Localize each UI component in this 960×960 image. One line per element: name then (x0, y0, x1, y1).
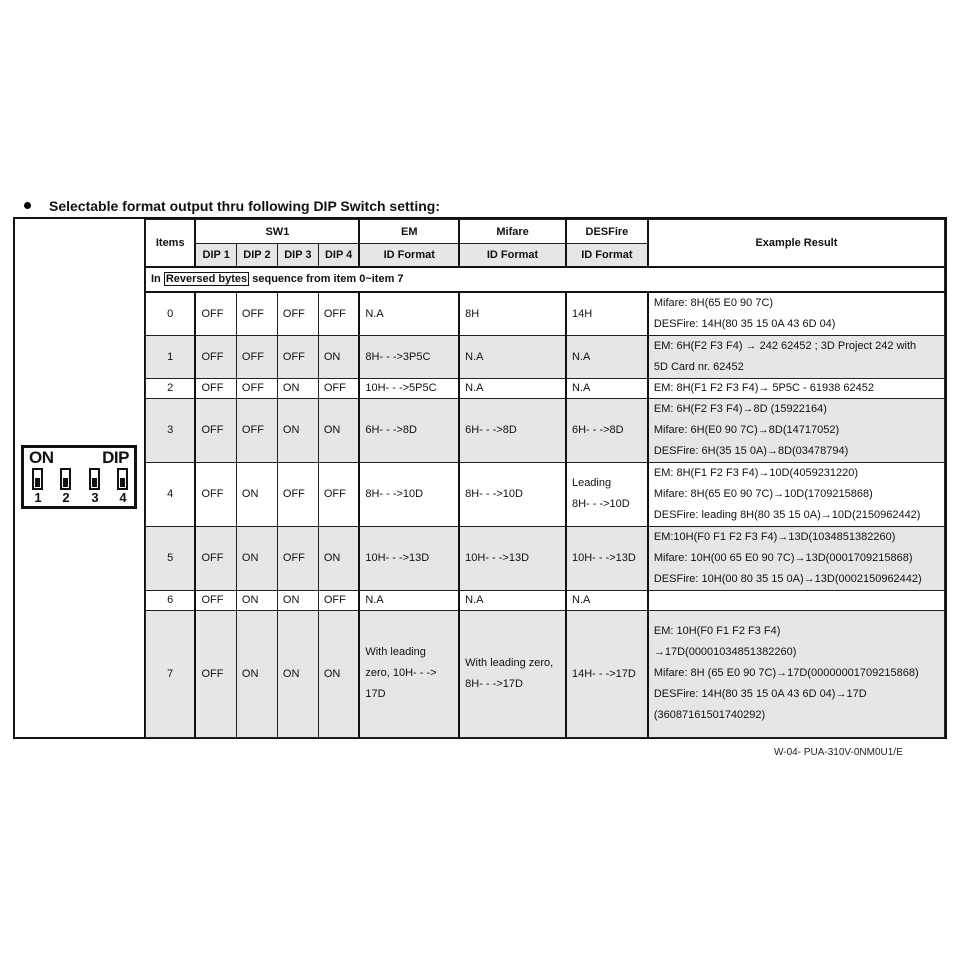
dip-switch-table (13, 217, 947, 739)
dip-cell: OFF (277, 335, 318, 378)
dip-cell: ON (277, 590, 318, 610)
item-cell: 5 (146, 526, 196, 590)
dip-label: DIP (102, 448, 129, 467)
dip-number-1: 1 (34, 490, 42, 505)
mifare-cell: N.A (459, 335, 566, 378)
em-cell: 6H- - ->8D (359, 398, 459, 462)
em-line: zero, 10H- - -> (365, 667, 437, 679)
em-cell: 10H- - ->13D (359, 526, 459, 590)
dip-cell: OFF (277, 462, 318, 526)
example-line: Mifare: 8H (65 E0 90 7C)→17D(00000001709215868) (653, 667, 919, 679)
dip-cell: OFF (236, 335, 277, 378)
dip-cell: ON (236, 462, 277, 526)
dip-number-2: 2 (62, 490, 70, 505)
dip-cell: OFF (236, 398, 277, 462)
mifare-line: With leading zero, (465, 656, 554, 669)
desfire-id-format: ID Format (566, 244, 648, 267)
dip-cell: OFF (195, 335, 236, 378)
mifare-id-format: ID Format (459, 244, 566, 267)
example-cell (648, 610, 945, 737)
dip-cell: ON (236, 590, 277, 610)
em-cell: 8H- - ->3P5C (359, 335, 459, 378)
desfire-line: 8H- - ->10D (571, 498, 630, 510)
example-line: DESFire: 6H(35 15 0A)→8D(03478794) (653, 444, 849, 457)
desfire-cell: 14H- - ->17D (566, 610, 648, 737)
desfire-cell (566, 462, 648, 526)
item-cell: 4 (146, 462, 196, 526)
dip-switch-icon (21, 445, 137, 509)
example-cell (648, 462, 945, 526)
example-line: (36087161501740292) (653, 709, 766, 721)
dip-cell: OFF (195, 398, 236, 462)
mifare-cell: N.A (459, 378, 566, 398)
dip-number-4: 4 (119, 490, 127, 505)
mifare-cell: 8H (459, 292, 566, 336)
mifare-cell: 8H- - ->10D (459, 462, 566, 526)
dip-cell: OFF (318, 292, 359, 336)
desfire-cell: 6H- - ->8D (566, 398, 648, 462)
example-cell (648, 590, 945, 610)
example-line: EM: 8H(F1 F2 F3 F4)→ 5P5C - 61938 62452 (653, 382, 874, 394)
example-line: Mifare: 10H(00 65 E0 90 7C)→13D(0001709215868) (653, 551, 913, 564)
em-line: With leading (365, 646, 426, 658)
note-cell (146, 267, 945, 292)
em-header: EM (359, 220, 459, 244)
dip-cell: ON (236, 526, 277, 590)
table-row (146, 398, 945, 462)
example-line: EM: 6H(F2 F3 F4) → 242 62452 ; 3D Project 242 with (653, 339, 917, 352)
dip-cell: ON (277, 610, 318, 737)
example-cell (648, 526, 945, 590)
desfire-cell: 14H (566, 292, 648, 336)
item-cell: 6 (146, 590, 196, 610)
dip-number-3: 3 (91, 490, 99, 505)
table-row (146, 292, 945, 336)
dip-cell: ON (236, 610, 277, 737)
dip4-header: DIP 4 (318, 244, 359, 267)
item-cell: 3 (146, 398, 196, 462)
em-cell (359, 610, 459, 737)
items-header: Items (146, 220, 196, 267)
example-line: DESFire: 10H(00 80 35 15 0A)→13D(0002150962442) (653, 572, 922, 585)
mifare-line: 8H- - ->17D (465, 677, 523, 690)
example-cell (648, 378, 945, 398)
example-line: Mifare: 8H(65 E0 90 7C) (653, 296, 774, 309)
dip-switch-2 (60, 468, 71, 490)
table-row (146, 610, 945, 737)
desfire-line: Leading (571, 477, 612, 489)
note-prefix: In (151, 273, 161, 285)
mifare-cell: N.A (459, 590, 566, 610)
format-table (145, 219, 945, 738)
dip-cell: ON (318, 526, 359, 590)
desfire-cell: N.A (566, 378, 648, 398)
dip3-header: DIP 3 (277, 244, 318, 267)
example-line: 5D Card nr. 62452 (653, 360, 744, 373)
item-cell: 7 (146, 610, 196, 737)
table-row (146, 462, 945, 526)
dip-cell: OFF (277, 526, 318, 590)
dip-cell: ON (277, 398, 318, 462)
dip-switch-4 (117, 468, 128, 490)
table-row (146, 335, 945, 378)
dip-cell: OFF (318, 378, 359, 398)
example-line: DESFire: 14H(80 35 15 0A 43 6D 04)→17D (653, 688, 867, 700)
dip-graphic-column (15, 219, 146, 737)
em-cell: N.A (359, 292, 459, 336)
dip-cell: OFF (195, 292, 236, 336)
header-row-1 (146, 220, 945, 244)
document-code: W-04- PUA-310V-0NM0U1/E (774, 747, 903, 758)
dip-on-label: ON (29, 448, 54, 467)
bullet-icon (24, 202, 31, 209)
em-line: 17D (365, 688, 386, 700)
table-row (146, 526, 945, 590)
em-cell: N.A (359, 590, 459, 610)
example-cell (648, 398, 945, 462)
dip-switch-1 (32, 468, 43, 490)
dip1-header: DIP 1 (195, 244, 236, 267)
mifare-cell (459, 610, 566, 737)
desfire-cell: N.A (566, 590, 648, 610)
example-header: Example Result (648, 220, 945, 267)
em-cell: 10H- - ->5P5C (359, 378, 459, 398)
dip-cell: OFF (236, 292, 277, 336)
table-row (146, 378, 945, 398)
dip-cell: OFF (236, 378, 277, 398)
dip-cell: OFF (318, 462, 359, 526)
item-cell: 2 (146, 378, 196, 398)
mifare-cell: 6H- - ->8D (459, 398, 566, 462)
desfire-header: DESFire (566, 220, 648, 244)
section-heading (24, 198, 440, 214)
example-line: EM: 6H(F2 F3 F4)→8D (15922164) (653, 402, 827, 415)
example-line: →17D(00001034851382260) (653, 646, 797, 658)
desfire-cell: 10H- - ->13D (566, 526, 648, 590)
example-cell (648, 292, 945, 336)
dip-cell: OFF (195, 610, 236, 737)
item-cell: 1 (146, 335, 196, 378)
example-cell (648, 335, 945, 378)
em-id-format: ID Format (359, 244, 459, 267)
example-line: Mifare: 8H(65 E0 90 7C)→10D(1709215868) (653, 487, 873, 500)
dip-cell: ON (318, 610, 359, 737)
dip2-header: DIP 2 (236, 244, 277, 267)
dip-cell: OFF (318, 590, 359, 610)
heading-text: Selectable format output thru following DIP Switch setting: (49, 198, 440, 214)
dip-cell: OFF (195, 462, 236, 526)
item-cell: 0 (146, 292, 196, 336)
mifare-header: Mifare (459, 220, 566, 244)
dip-cell: OFF (195, 590, 236, 610)
example-line: DESFire: leading 8H(80 35 15 0A)→10D(2150962442) (653, 508, 921, 521)
example-line: EM: 10H(F0 F1 F2 F3 F4) (653, 625, 781, 637)
dip-cell: ON (318, 398, 359, 462)
dip-switch-3 (89, 468, 100, 490)
mifare-cell: 10H- - ->13D (459, 526, 566, 590)
desfire-cell: N.A (566, 335, 648, 378)
example-line: Mifare: 6H(E0 90 7C)→8D(14717052) (653, 423, 840, 436)
example-line: DESFire: 14H(80 35 15 0A 43 6D 04) (653, 317, 836, 330)
dip-cell: OFF (195, 526, 236, 590)
dip-cell: OFF (277, 292, 318, 336)
sw1-header: SW1 (195, 220, 359, 244)
dip-cell: ON (277, 378, 318, 398)
note-suffix: sequence from item 0~item 7 (252, 273, 404, 285)
dip-cell: OFF (195, 378, 236, 398)
dip-cell: ON (318, 335, 359, 378)
example-line: EM:10H(F0 F1 F2 F3 F4)→13D(1034851382260) (653, 530, 896, 543)
table-row (146, 590, 945, 610)
note-row (146, 267, 945, 292)
note-boxed: Reversed bytes (165, 273, 248, 285)
em-cell: 8H- - ->10D (359, 462, 459, 526)
example-line: EM: 8H(F1 F2 F3 F4)→10D(4059231220) (653, 466, 859, 479)
